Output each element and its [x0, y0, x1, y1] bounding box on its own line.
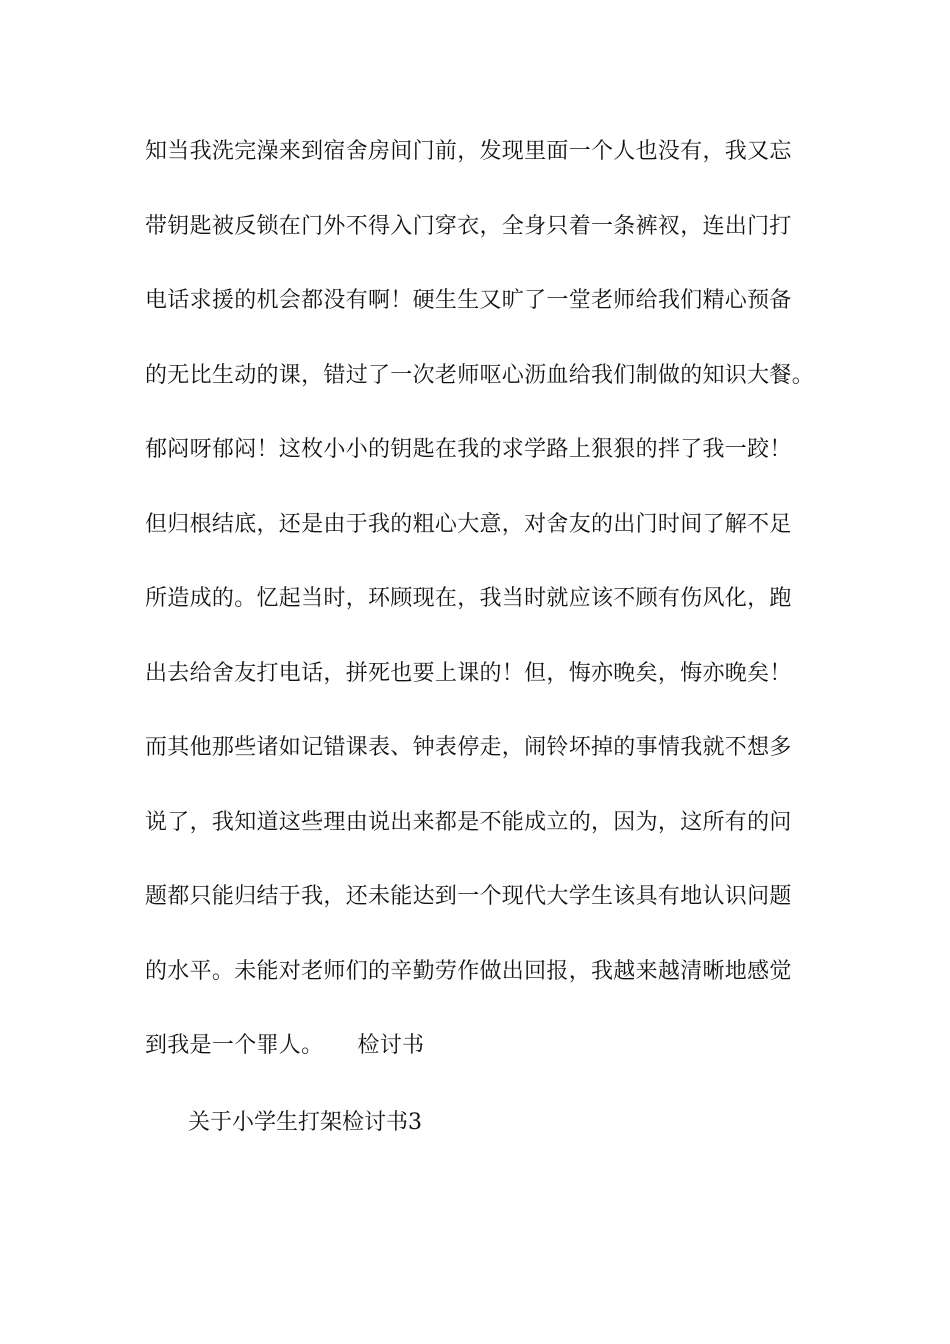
text-line: 郁闷呀郁闷！这枚小小的钥匙在我的求学路上狠狠的拌了我一跤！	[145, 437, 792, 462]
text-line: 出去给舍友打电话，拼死也要上课的！但，悔亦晚矣，悔亦晚矣！	[145, 660, 792, 686]
body-text	[145, 130, 845, 1099]
text-line: 的水平。未能对老师们的辛勤劳作做出回报，我越来越清晰地感觉	[145, 958, 792, 984]
text-line: 但归根结底，还是由于我的粗心大意，对舍友的出门时间了解不足	[145, 511, 792, 537]
text-line: 题都只能归结于我，还未能达到一个现代大学生该具有地认识问题	[145, 884, 792, 909]
last-line-text: 到我是一个罪人。	[145, 1033, 324, 1058]
text-line: 电话求援的机会都没有啊！硬生生又旷了一堂老师给我们精心预备	[145, 288, 792, 313]
section-title: 关于小学生打架检讨书3	[188, 1110, 422, 1135]
text-line: 而其他那些诸如记错课表、钟表停走，闹铃坏掉的事情我就不想多	[145, 735, 792, 760]
text-line: 知当我洗完澡来到宿舍房间门前，发现里面一个人也没有，我又忘	[145, 139, 792, 164]
text-line: 的无比生动的课，错过了一次老师呕心沥血给我们制做的知识大餐。	[145, 362, 815, 388]
last-line-tail: 检讨书	[357, 1033, 425, 1058]
last-text-line	[145, 1024, 845, 1099]
text-line: 说了，我知道这些理由说出来都是不能成立的，因为，这所有的问	[145, 809, 792, 835]
text-line: 带钥匙被反锁在门外不得入门穿衣，全身只着一条裤衩，连出门打	[145, 213, 792, 239]
text-line: 所造成的。忆起当时，环顾现在，我当时就应该不顾有伤风化，跑	[145, 586, 792, 611]
